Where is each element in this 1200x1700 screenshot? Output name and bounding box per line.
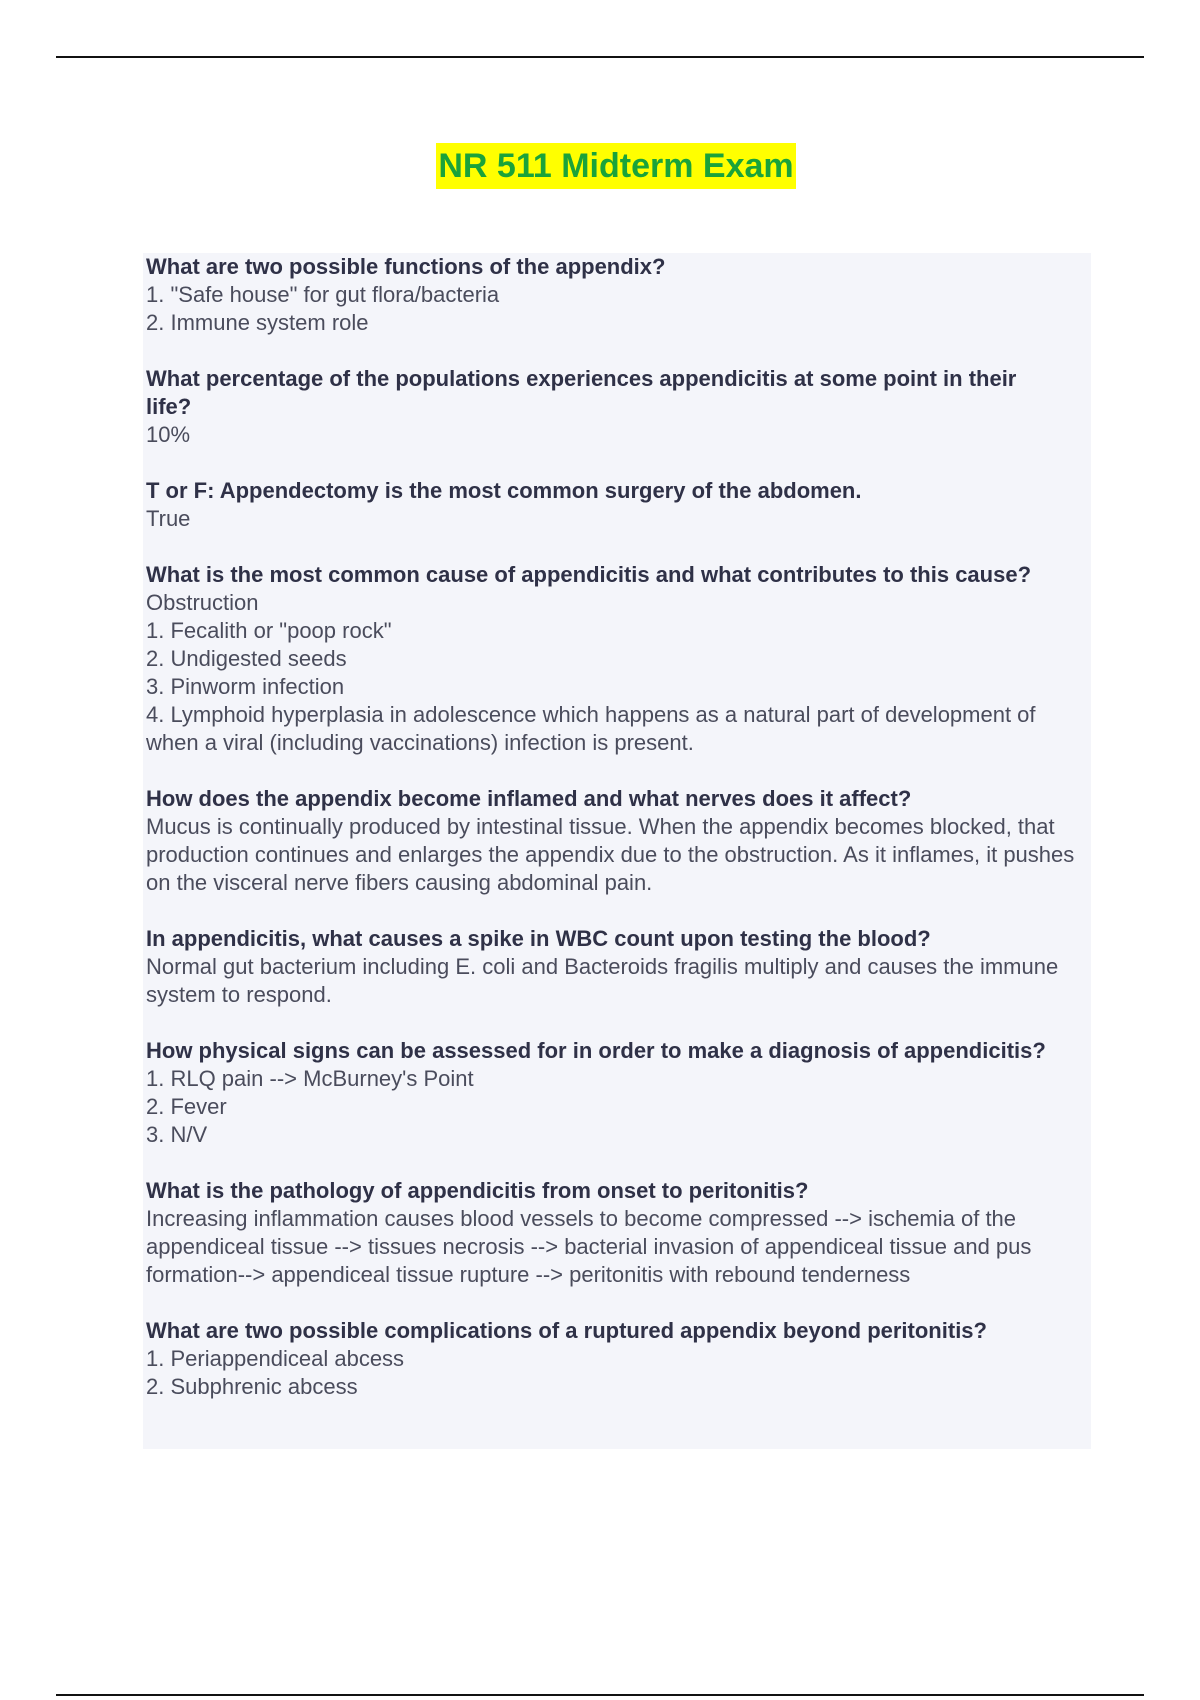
question: T or F: Appendectomy is the most common surgery of the abdomen. (146, 478, 862, 503)
qa-item (146, 1177, 1091, 1289)
qa-item (146, 561, 1091, 757)
answer: 1. "Safe house" for gut flora/bacteria 2. Immune system role (146, 282, 500, 335)
question: What percentage of the populations experiences appendicitis at some point in their life? (146, 366, 1017, 419)
qa-item (146, 253, 1091, 337)
answer: 10% (146, 422, 191, 447)
question: In appendicitis, what causes a spike in WBC count upon testing the blood? (146, 926, 931, 951)
title-container (0, 143, 1200, 189)
answer: 1. Periappendiceal abcess 2. Subphrenic abcess (146, 1346, 405, 1399)
qa-item (146, 477, 1091, 533)
answer: Mucus is continually produced by intestinal tissue. When the appendix becomes blocked, that production continues and enlarges the appendix due to the obstruction. As it inflames, it pushes on the visceral nerve fibers causing abdominal pain. (146, 814, 1075, 895)
qa-item (146, 1317, 1091, 1401)
question: What are two possible complications of a ruptured appendix beyond peritonitis? (146, 1318, 987, 1343)
answer: Normal gut bacterium including E. coli and Bacteroids fragilis multiply and causes the immune system to respond. (146, 954, 1059, 1007)
qa-item (146, 1037, 1091, 1149)
question: How does the appendix become inflamed and what nerves does it affect? (146, 786, 912, 811)
question: What are two possible functions of the appendix? (146, 254, 666, 279)
answer: 1. RLQ pain --> McBurney's Point 2. Fever 3. N/V (146, 1066, 474, 1147)
answer: Obstruction 1. Fecalith or "poop rock" 2. Undigested seeds 3. Pinworm infection 4. Lymphoid hyperplasia in adolescence which happens as a natural part of development of when a viral (including vaccinations) infection is present. (146, 590, 1036, 755)
question: What is the most common cause of appendicitis and what contributes to this cause? (146, 562, 1032, 587)
qa-panel (143, 253, 1091, 1449)
bottom-rule (56, 1694, 1144, 1696)
document-title: NR 511 Midterm Exam (436, 143, 795, 189)
qa-item (146, 365, 1091, 449)
qa-item (146, 925, 1091, 1009)
answer: True (146, 506, 191, 531)
question: What is the pathology of appendicitis from onset to peritonitis? (146, 1178, 809, 1203)
question: How physical signs can be assessed for in order to make a diagnosis of appendicitis? (146, 1038, 1046, 1063)
answer: Increasing inflammation causes blood vessels to become compressed --> ischemia of the appendiceal tissue --> tissues necrosis --> bacterial invasion of appendiceal tissue and pus formation--> appendiceal tissue rupture --> peritonitis with rebound tenderness (146, 1206, 1032, 1287)
qa-item (146, 785, 1091, 897)
top-rule (56, 56, 1144, 58)
